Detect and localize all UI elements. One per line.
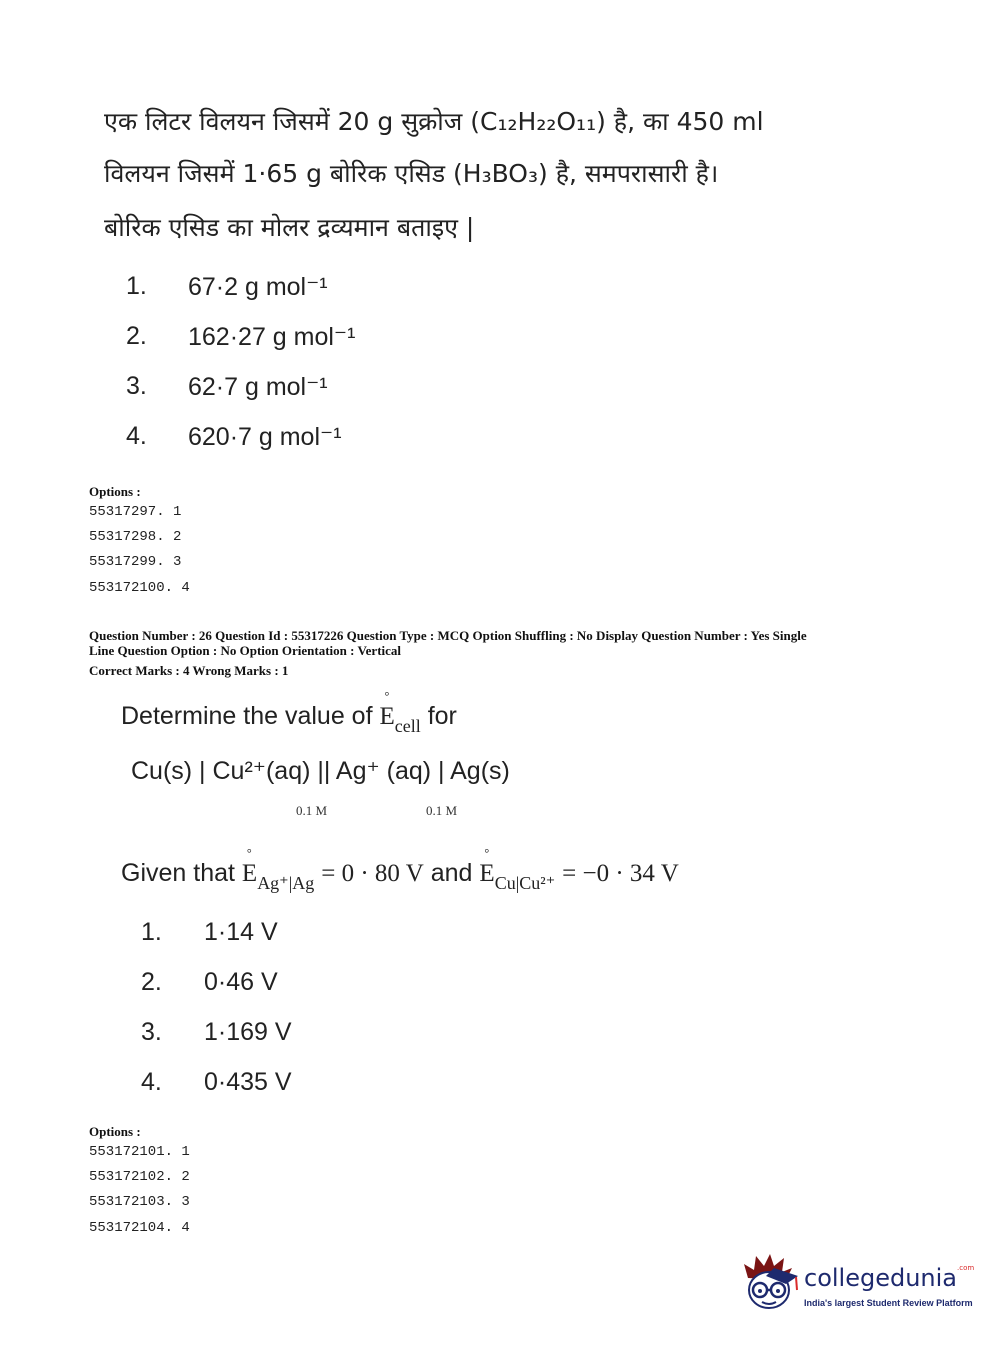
option-number: 4. [141, 1068, 162, 1096]
prompt-end: for [427, 702, 457, 730]
e-letter: E [479, 860, 495, 887]
option-code-4: 553172100. 4 [89, 580, 190, 596]
cell-notation: Cu(s) | Cu²⁺(aq) || Ag⁺ (aq) | Ag(s) [131, 757, 510, 785]
option-number: 2. [141, 968, 162, 996]
q25-option-1 [126, 272, 526, 304]
e-ag-value: = 0 · 80 V [321, 860, 424, 887]
degree-mark: ° [384, 689, 390, 703]
e-subscript: cell [394, 716, 421, 736]
logo-suffix: .com [957, 1264, 975, 1272]
q26-option-1 [141, 918, 441, 950]
logo-name: collegedunia [804, 1264, 958, 1292]
option-value: 620·7 g mol⁻¹ [188, 423, 342, 451]
e-cu-value: = −0 · 34 V [562, 860, 679, 887]
option-code-1: 55317297. 1 [89, 504, 182, 520]
logo-wordmark [804, 1264, 974, 1292]
option-value: 0·435 V [204, 1068, 292, 1096]
e-cu-symbol [479, 846, 556, 893]
option-code-1: 553172101. 1 [89, 1144, 190, 1160]
q26-option-2 [141, 968, 441, 1000]
logo-tagline: India's largest Student Review Platform [804, 1298, 973, 1308]
q26-option-4 [141, 1068, 441, 1100]
q26-option-3 [141, 1018, 441, 1050]
option-value: 1·169 V [204, 1018, 292, 1046]
concentration-ag: 0.1 M [426, 803, 458, 818]
options-label-26: Options : [89, 1124, 141, 1139]
options-label: Options : [89, 484, 141, 499]
e-subscript: Cu|Cu²⁺ [494, 873, 556, 893]
option-code-3: 553172103. 3 [89, 1194, 190, 1210]
given-potentials [121, 846, 679, 893]
option-number: 1. [126, 272, 147, 300]
q25-option-3 [126, 372, 526, 404]
option-value: 162·27 g mol⁻¹ [188, 323, 356, 351]
q25-option-2 [126, 322, 526, 354]
given-prefix: Given that [121, 859, 235, 887]
and-word: and [430, 859, 473, 887]
option-code-3: 55317299. 3 [89, 554, 182, 570]
option-number: 3. [126, 372, 147, 400]
option-value: 67·2 g mol⁻¹ [188, 273, 328, 301]
marks-info: Correct Marks : 4 Wrong Marks : 1 [89, 663, 289, 678]
question-meta-line-1: Question Number : 26 Question Id : 55317226 Question Type : MCQ Option Shuffling : No Display Question Number : Yes Single [89, 628, 807, 643]
option-code-2: 553172102. 2 [89, 1169, 190, 1185]
e-letter: E [241, 860, 258, 887]
degree-mark: ° [246, 846, 252, 860]
option-number: 4. [126, 422, 147, 450]
degree-mark: ° [484, 846, 490, 860]
prompt-start: Determine the value of [121, 702, 373, 730]
option-number: 1. [141, 918, 162, 946]
e-letter: E [379, 703, 395, 730]
option-value: 1·14 V [204, 918, 278, 946]
collegedunia-mascot-icon [740, 1250, 802, 1316]
question-25-line-2: विलयन जिसमें 1·65 g बोरिक एसिड (H₃BO₃) है, समपरासारी है। [104, 159, 719, 188]
option-code-4: 553172104. 4 [89, 1220, 190, 1236]
option-code-2: 55317298. 2 [89, 529, 182, 545]
concentration-cu: 0.1 M [296, 803, 328, 818]
option-value: 0·46 V [204, 968, 278, 996]
question-26-prompt [121, 689, 457, 736]
question-25-line-1: एक लिटर विलयन जिसमें 20 g सुक्रोज (C₁₂H₂₂O₁₁) है, का 450 ml [104, 107, 764, 136]
q25-option-4 [126, 422, 526, 454]
question-25-line-3: बोरिक एसिड का मोलर द्रव्यमान बताइए | [104, 213, 475, 242]
e-subscript: Ag⁺|Ag [257, 873, 315, 893]
option-number: 3. [141, 1018, 162, 1046]
option-value: 62·7 g mol⁻¹ [188, 373, 328, 401]
e-cell-symbol [379, 689, 421, 736]
option-number: 2. [126, 322, 147, 350]
e-ag-symbol [241, 846, 315, 893]
question-meta-line-2: Line Question Option : No Option Orientation : Vertical [89, 643, 402, 658]
